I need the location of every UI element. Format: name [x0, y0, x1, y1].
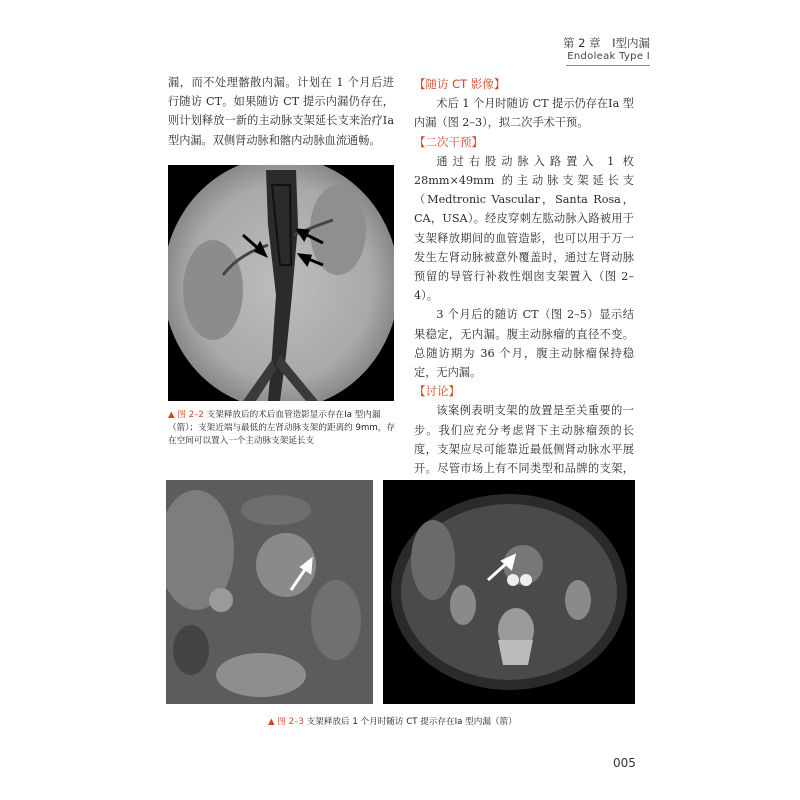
angiogram-image [168, 165, 394, 401]
running-header [563, 36, 650, 63]
figure-2-2-label: ▲ 图 2–2 [168, 410, 204, 420]
discussion-paragraph: 该案例表明支架的放置是至关重要的一步。我们应充分考虑肾下主动脉瘤颈的长度，支架应尽可能靠近最低侧肾动脉水平展开。尽管市场上有不同类型和品牌的支架， [414, 404, 634, 476]
section-title-discussion: 【讨论】 [414, 384, 460, 399]
coronal-ct-image [166, 480, 373, 704]
page-number: 005 [613, 756, 636, 770]
figure-2-2-caption [168, 409, 396, 448]
figure-2-3-axial-ct [383, 480, 635, 704]
left-paragraph: 漏，而不处理髂散内漏。计划在 1 个月后进行随访 CT。如果随访 CT 提示内漏仍存在，则计划释放一新的主动脉支架延长支来治疗Ⅰa 型内漏。双侧肾动脉和髂内动脉血流通畅。 [168, 76, 394, 147]
figure-2-3-label: ▲ 图 2–3 [268, 717, 304, 727]
header-rule [566, 65, 650, 66]
figure-2-3-caption [268, 716, 648, 729]
intervention-paragraph-2: 3 个月后的随访 CT（图 2–5）显示结果稳定，无内漏。腹主动脉瘤的直径不变。总随访期为 36 个月，腹主动脉瘤保持稳定，无内漏。 [414, 308, 634, 380]
axial-ct-image [383, 480, 635, 704]
left-column [168, 73, 394, 150]
chapter-subtitle: Endoleak Type Ⅰ [567, 51, 650, 62]
section-title-followup-ct: 【随访 CT 影像】 [414, 77, 506, 91]
intervention-paragraph-1: 通过右股动脉入路置入 1 枚 28mm×49mm 的主动脉支架延长支（Medtronic Vascular，Santa Rosa，CA，USA）。经皮穿刺左肱动脉入路被用于支架释放期间的血管造影，也可以用于万一发生左肾动脉被意外覆盖时，通过左肾动脉预留的导管行补救性烟囱支架置入（图 2–4）。 [414, 154, 634, 303]
right-column [414, 75, 634, 536]
figure-2-2-angiogram [168, 165, 394, 401]
chapter-title: 第 2 章 Ⅰ型内漏 [562, 36, 650, 50]
figure-2-3-coronal-ct [166, 480, 373, 704]
section-title-second-intervention: 【二次干预】 [414, 134, 483, 149]
figure-2-3-text: 支架释放后 1 个月时随访 CT 提示存在Ⅰa 型内漏（箭） [306, 717, 517, 727]
followup-ct-paragraph: 术后 1 个月时随访 CT 提示仍存在Ⅰa 型内漏（图 2–3），拟二次手术干预。 [414, 97, 634, 130]
figure-2-2-text: 支架释放后的术后血管造影显示存在Ⅰa 型内漏（箭）；支架近端与最低的左肾动脉支架的距离约 9mm，存在空间可以置入一个主动脉支架延长支 [168, 410, 395, 446]
